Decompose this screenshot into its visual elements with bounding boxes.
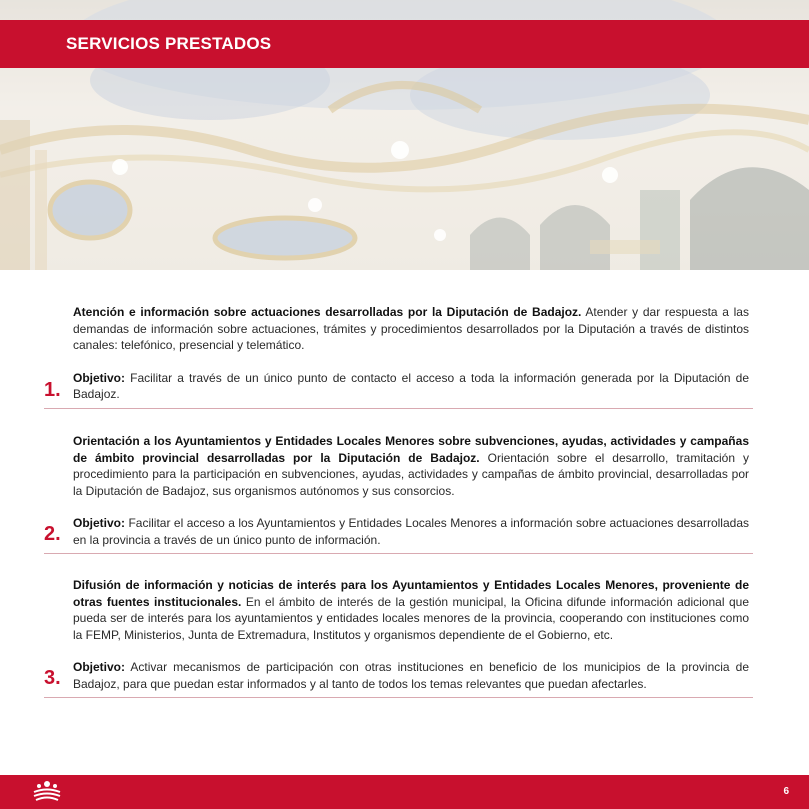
service-number: 3.	[44, 667, 61, 689]
service-number: 1.	[44, 379, 61, 401]
header-image	[0, 0, 809, 270]
footer-bar	[0, 775, 809, 809]
objective-label: Objetivo:	[73, 516, 126, 530]
service-item-3	[44, 577, 753, 692]
diputacion-logo-icon	[32, 780, 62, 804]
title-band	[0, 20, 809, 68]
service-heading: Atención e información sobre actuaciones desarrolladas por la Diputación de Badajoz.	[73, 305, 582, 319]
service-description: Orientación a los Ayuntamientos y Entidades Locales Menores sobre subvenciones, ayudas, actividades y campañas de ámbito provincial desarrolladas por la Diputación de Badajoz. Orientación sobre el desarrollo, tramitación y procedimiento para la participación en subvenciones, ayudas, actividades y campañas de ámbito provincial, desarrolladas por la Diputación de Badajoz, sus organismos autónomos y sus consorcios.	[73, 434, 749, 498]
service-objective: Objetivo: Activar mecanismos de participación con otras instituciones en beneficio de los municipios de la provincia de Badajoz, para que puedan estar informados y al tanto de todos los temas relevantes que puedan afectarles.	[73, 660, 749, 691]
service-objective: Objetivo: Facilitar el acceso a los Ayuntamientos y Entidades Locales Menores a información sobre actuaciones desarrolladas en la provincia a través de un único punto de información.	[73, 516, 749, 547]
divider	[44, 408, 753, 409]
divider	[44, 697, 753, 698]
service-description: Difusión de información y noticias de interés para los Ayuntamientos y Entidades Locales Menores, proveniente de otras fuentes institucionales. En el ámbito de interés de la gestión municipal, la Oficina difunde información adicional que pueda ser de interés para los ayuntamientos y entidades locales menores de la provincia, cooperando con instituciones como la FEMP, Ministerios, Junta de Extremadura, Institutos y organismos dependiente de el Gobierno, etc.	[73, 578, 749, 642]
service-description: Atención e información sobre actuaciones desarrolladas por la Diputación de Badajoz. Atender y dar respuesta a las demandas de información sobre actuaciones, trámites y procedimientos desarrollados por la Diputación a través de distintos canales: telefónico, presencial y telemático.	[73, 305, 749, 352]
service-item-1	[44, 304, 753, 403]
page-number: 6	[783, 786, 789, 797]
page-title: SERVICIOS PRESTADOS	[66, 34, 272, 53]
service-heading: Orientación a los Ayuntamientos y Entidades Locales Menores sobre subvenciones, ayudas, actividades y campañas de ámbito provincial desarrolladas por la Diputación de Badajoz.	[73, 434, 749, 465]
service-item-2	[44, 433, 753, 548]
service-heading: Difusión de información y noticias de interés para los Ayuntamientos y Entidades Locales Menores, proveniente de otras fuentes institucionales.	[73, 578, 749, 609]
service-objective: Objetivo: Facilitar a través de un único punto de contacto el acceso a toda la información generada por la Diputación de Badajoz.	[73, 370, 749, 401]
objective-label: Objetivo:	[73, 370, 126, 385]
service-number: 2.	[44, 523, 61, 545]
divider	[44, 553, 753, 554]
objective-label: Objetivo:	[73, 660, 126, 674]
